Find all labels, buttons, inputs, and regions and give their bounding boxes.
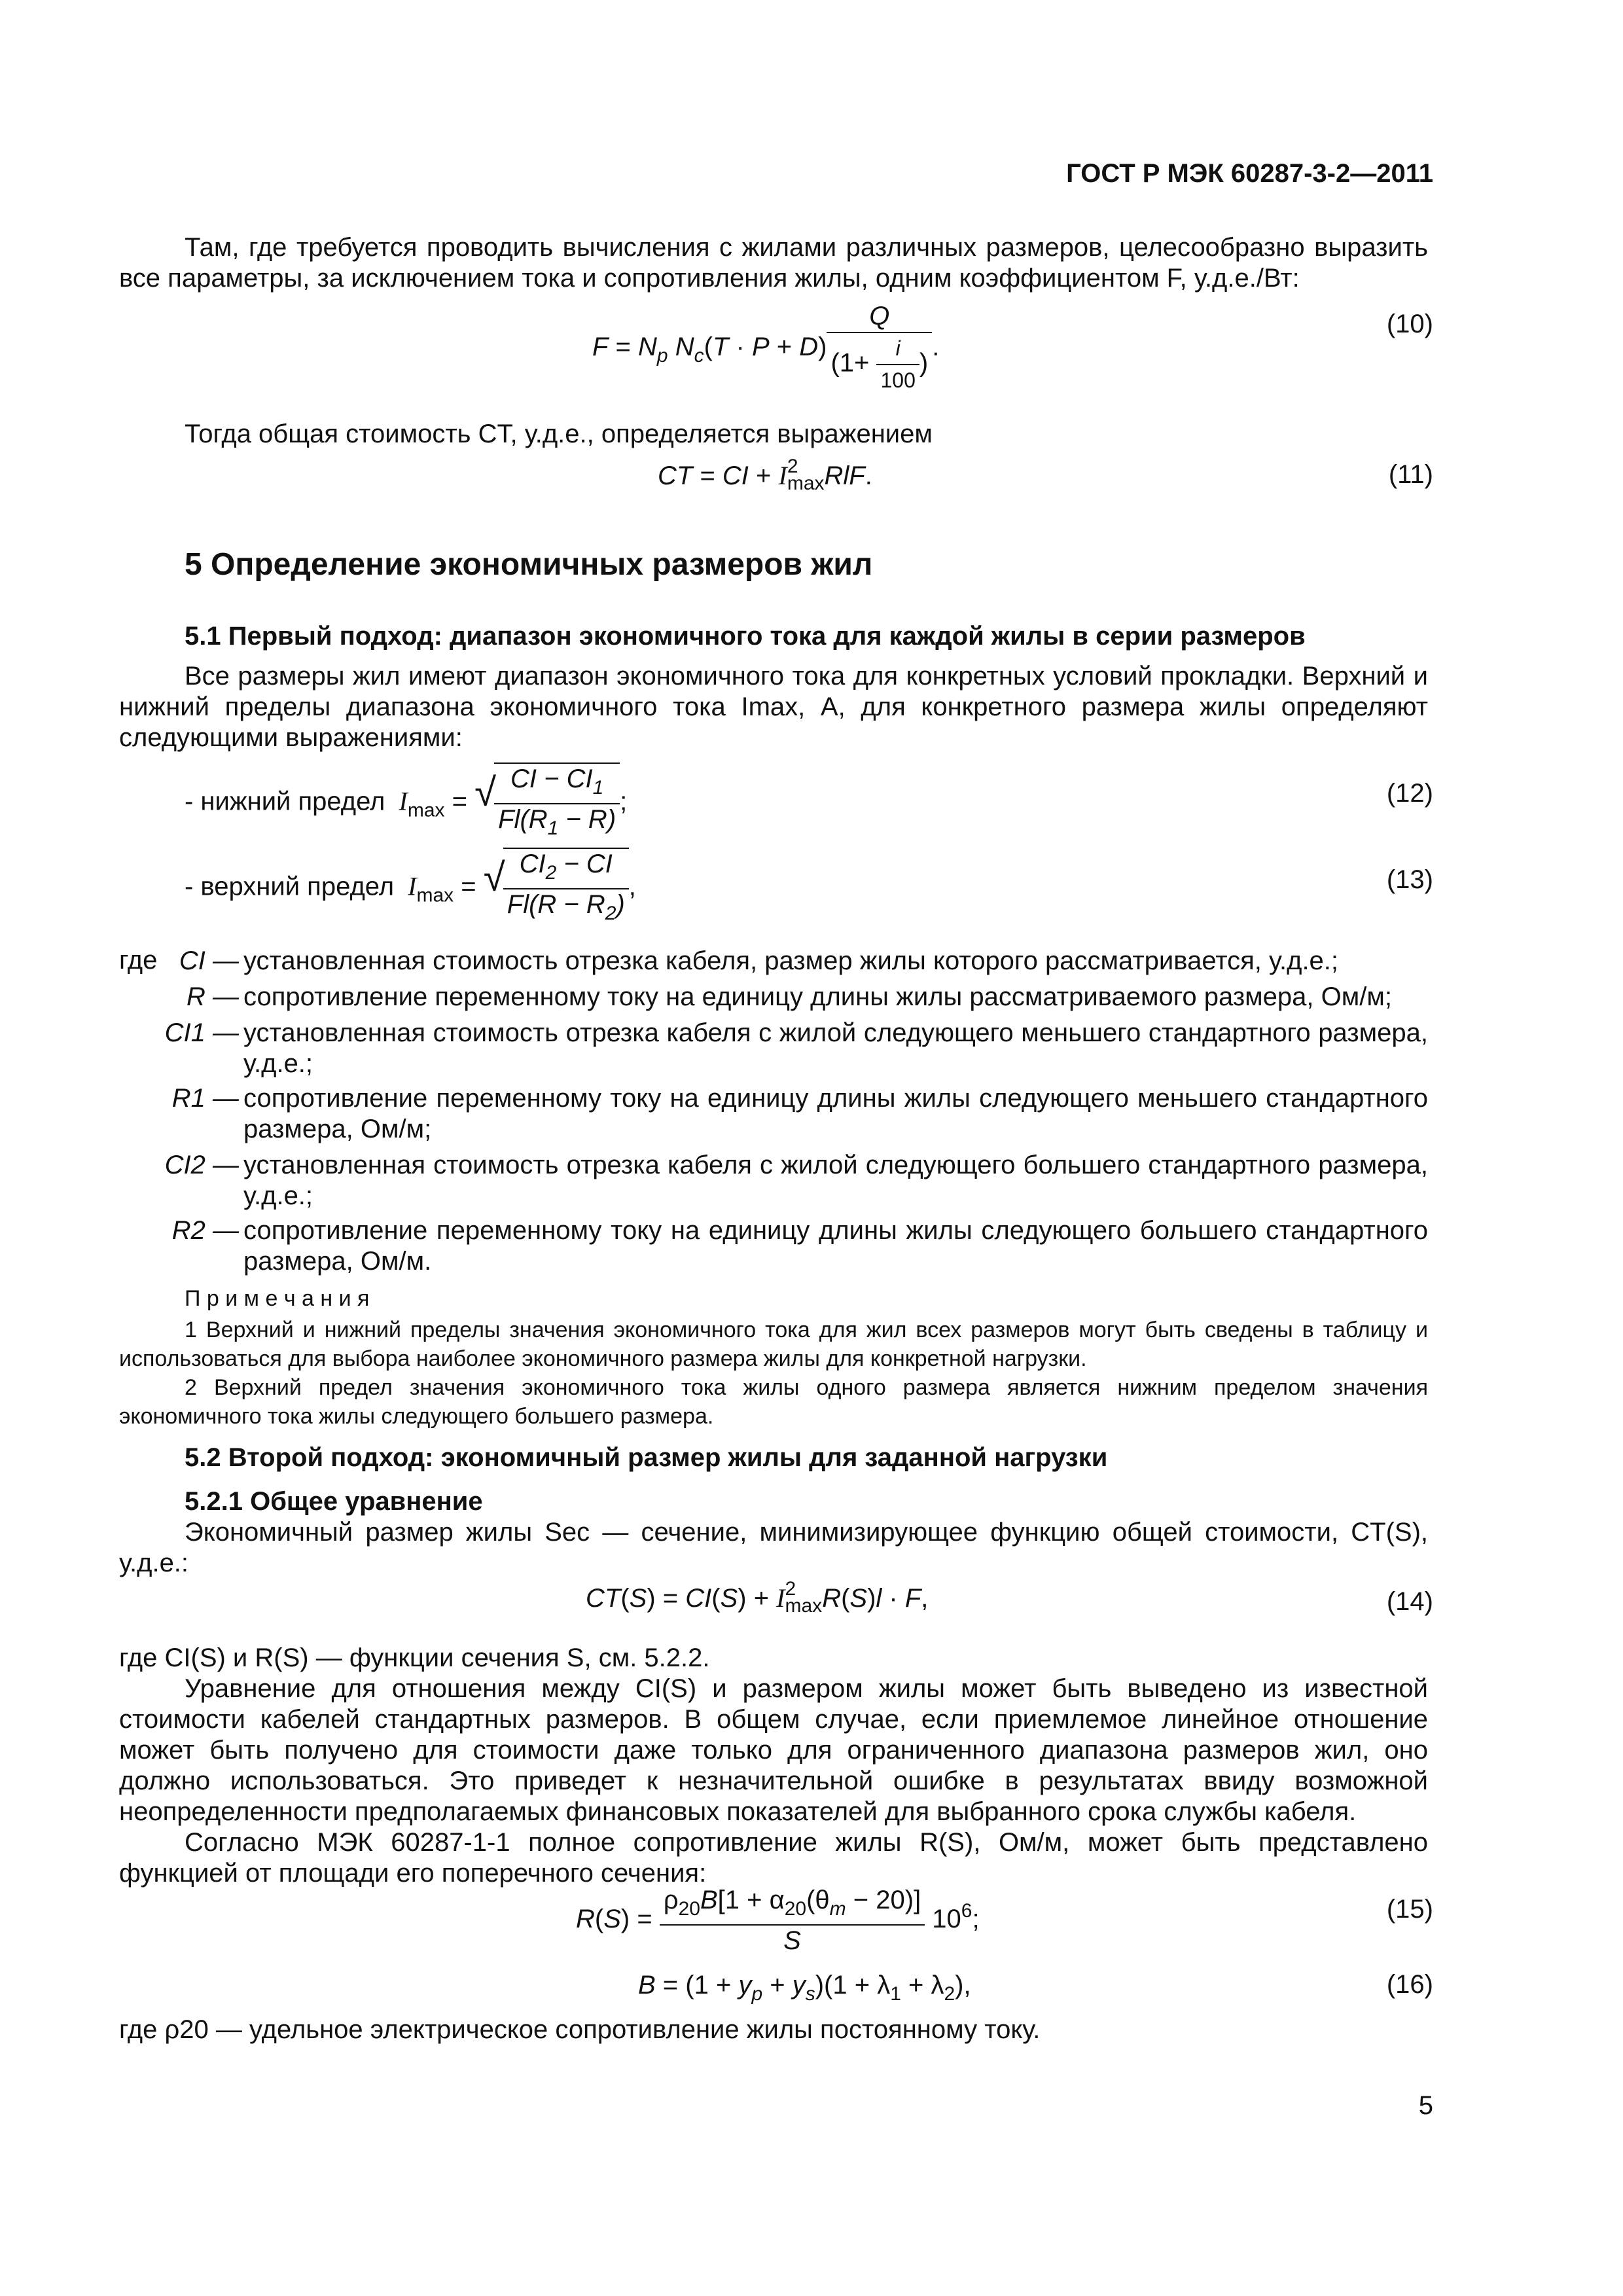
where-label: где (119, 946, 158, 975)
page-number: 5 (1418, 2091, 1433, 2120)
lower-limit-label: - нижний предел (185, 787, 385, 816)
equation-number-10: (10) (1386, 310, 1433, 338)
equation-16: $B = (1 + y_p + y_s)(1 + \lambda_1 + \lambda_2)$, (638, 1971, 971, 2005)
definition-text: сопротивление переменному току на единицу длины жилы следующего меньшего стандартного размера, Ом/м; (243, 1084, 1428, 1143)
section-5-2-title: 5.2 Второй подход: экономичный размер жилы для заданной нагрузки (185, 1443, 1108, 1472)
note-1: 1 Верхний и нижний пределы значения экономичного тока для жил всех размеров могут быть сведены в таблицу и использоваться для выбора наиболее экономичного размера жилы для конкретной нагрузки. (119, 1318, 1428, 1371)
cost-relation-paragraph: Уравнение для отношения между CI(S) и размером жилы может быть выведено из известной стоимости кабелей стандартных размеров. В общем случае, если приемлемое линейное отношение может быть получено для стоимости даже только для ограниченного диапазона размеров жил, оно должно использоваться. Это приведет к незначительной ошибке в результатах ввиду возможной неопределенности предполагаемых финансовых показателей для выбранного срока службы кабеля. (119, 1674, 1428, 1826)
definition-text: сопротивление переменному току на единицу длины жилы рассматриваемого размера, Ом/м; (243, 982, 1392, 1011)
total-cost-paragraph: Тогда общая стоимость CT, у.д.е., определяется выражением (185, 420, 933, 448)
definition-text: сопротивление переменному току на единицу длины жилы следующего большего стандартного размера, Ом/м. (243, 1216, 1428, 1276)
definition-symbol: CI2 — (164, 1151, 239, 1179)
equation-11: CT = CI + I2 maxRlF. (658, 456, 872, 494)
note-2: 2 Верхний предел значения экономичного тока жилы одного размера является нижним пределом значения экономичного тока жилы следующего большего размера. (119, 1375, 1428, 1429)
equation-12: - нижний предел $I_{max}$ = √ $\frac{CI - CI_1}{Fl(R_1 - R)}$ ; (185, 762, 627, 844)
equation-number-12: (12) (1386, 779, 1433, 808)
equation-10: $F = N_p$ $N_c(T \cdot P + D)$ Q (1+ $\frac{i}{100}$ ) . (592, 301, 939, 396)
resistance-paragraph: Согласно МЭК 60287-1-1 полное сопротивление жилы R(S), Ом/м, может быть представлено функцией от площади его поперечного сечения: (119, 1828, 1428, 1888)
notes-title: П р и м е ч а н и я (185, 1286, 370, 1311)
equation-number-13: (13) (1386, 865, 1433, 894)
section-5-title: 5 Определение экономичных размеров жил (185, 547, 873, 582)
definition-symbol: R1 — (171, 1084, 239, 1113)
where-14-paragraph: где CI(S) и R(S) — функции сечения S, см. 5.2.2. (119, 1643, 710, 1672)
section-5-1-title: 5.1 Первый подход: диапазон экономичного тока для каждой жилы в серии размеров (185, 622, 1306, 651)
equation-number-14: (14) (1386, 1587, 1433, 1616)
equation-13: - верхний предел $I_{max}$ = √ $\frac{CI_2 - CI}{Fl(R - R_2)}$ , (185, 848, 636, 929)
equation-number-15: (15) (1386, 1895, 1433, 1924)
definition-text: установленная стоимость отрезка кабеля с жилой следующего меньшего стандартного размера, у.д.е.; (243, 1018, 1428, 1078)
equation-number-16: (16) (1386, 1970, 1433, 1999)
equation-15: R(S) = $\frac{\rho_{20}B[1 + \alpha_{20}(\theta_m - 20)]}{S}$ $10^6$; (576, 1886, 980, 1955)
section-5-1-paragraph: Все размеры жил имеют диапазон экономичного тока для конкретных условий прокладки. Верхний и нижний пределы диапазона экономичного тока Imax, А, для конкретного размера жилы определяют следующими выражениями: (119, 662, 1428, 752)
equation-14: CT(S) = CI(S) + I2 maxR(S)l · F, (586, 1578, 929, 1617)
intro-paragraph: Там, где требуется проводить вычисления с жилами различных размеров, целесообразно выразить все параметры, за исключением тока и сопротивления жилы, одним коэффициентом F, у.д.е./Вт: (119, 233, 1428, 293)
definition-symbol: CI1 — (164, 1018, 239, 1047)
section-5-2-1-paragraph: Экономичный размер жилы Sec — сечение, минимизирующее функцию общей стоимости, CT(S), у.д.е.: (119, 1518, 1428, 1577)
definition-text: установленная стоимость отрезка кабеля, размер жилы которого рассматривается, у.д.е.; (243, 946, 1339, 975)
definition-symbol: CI — (179, 946, 239, 975)
definition-symbol: R — (187, 982, 239, 1011)
rho-definition: где ρ20 — удельное электрическое сопротивление жилы постоянному току. (119, 2015, 1041, 2044)
equation-number-11: (11) (1388, 460, 1433, 489)
upper-limit-label: - верхний предел (185, 872, 395, 901)
document-code: ГОСТ Р МЭК 60287-3-2—2011 (1066, 159, 1433, 188)
section-5-2-1-title: 5.2.1 Общее уравнение (185, 1487, 483, 1516)
definition-symbol: R2 — (171, 1216, 239, 1245)
definition-text: установленная стоимость отрезка кабеля с жилой следующего большего стандартного размера, у.д.е.; (243, 1151, 1428, 1210)
